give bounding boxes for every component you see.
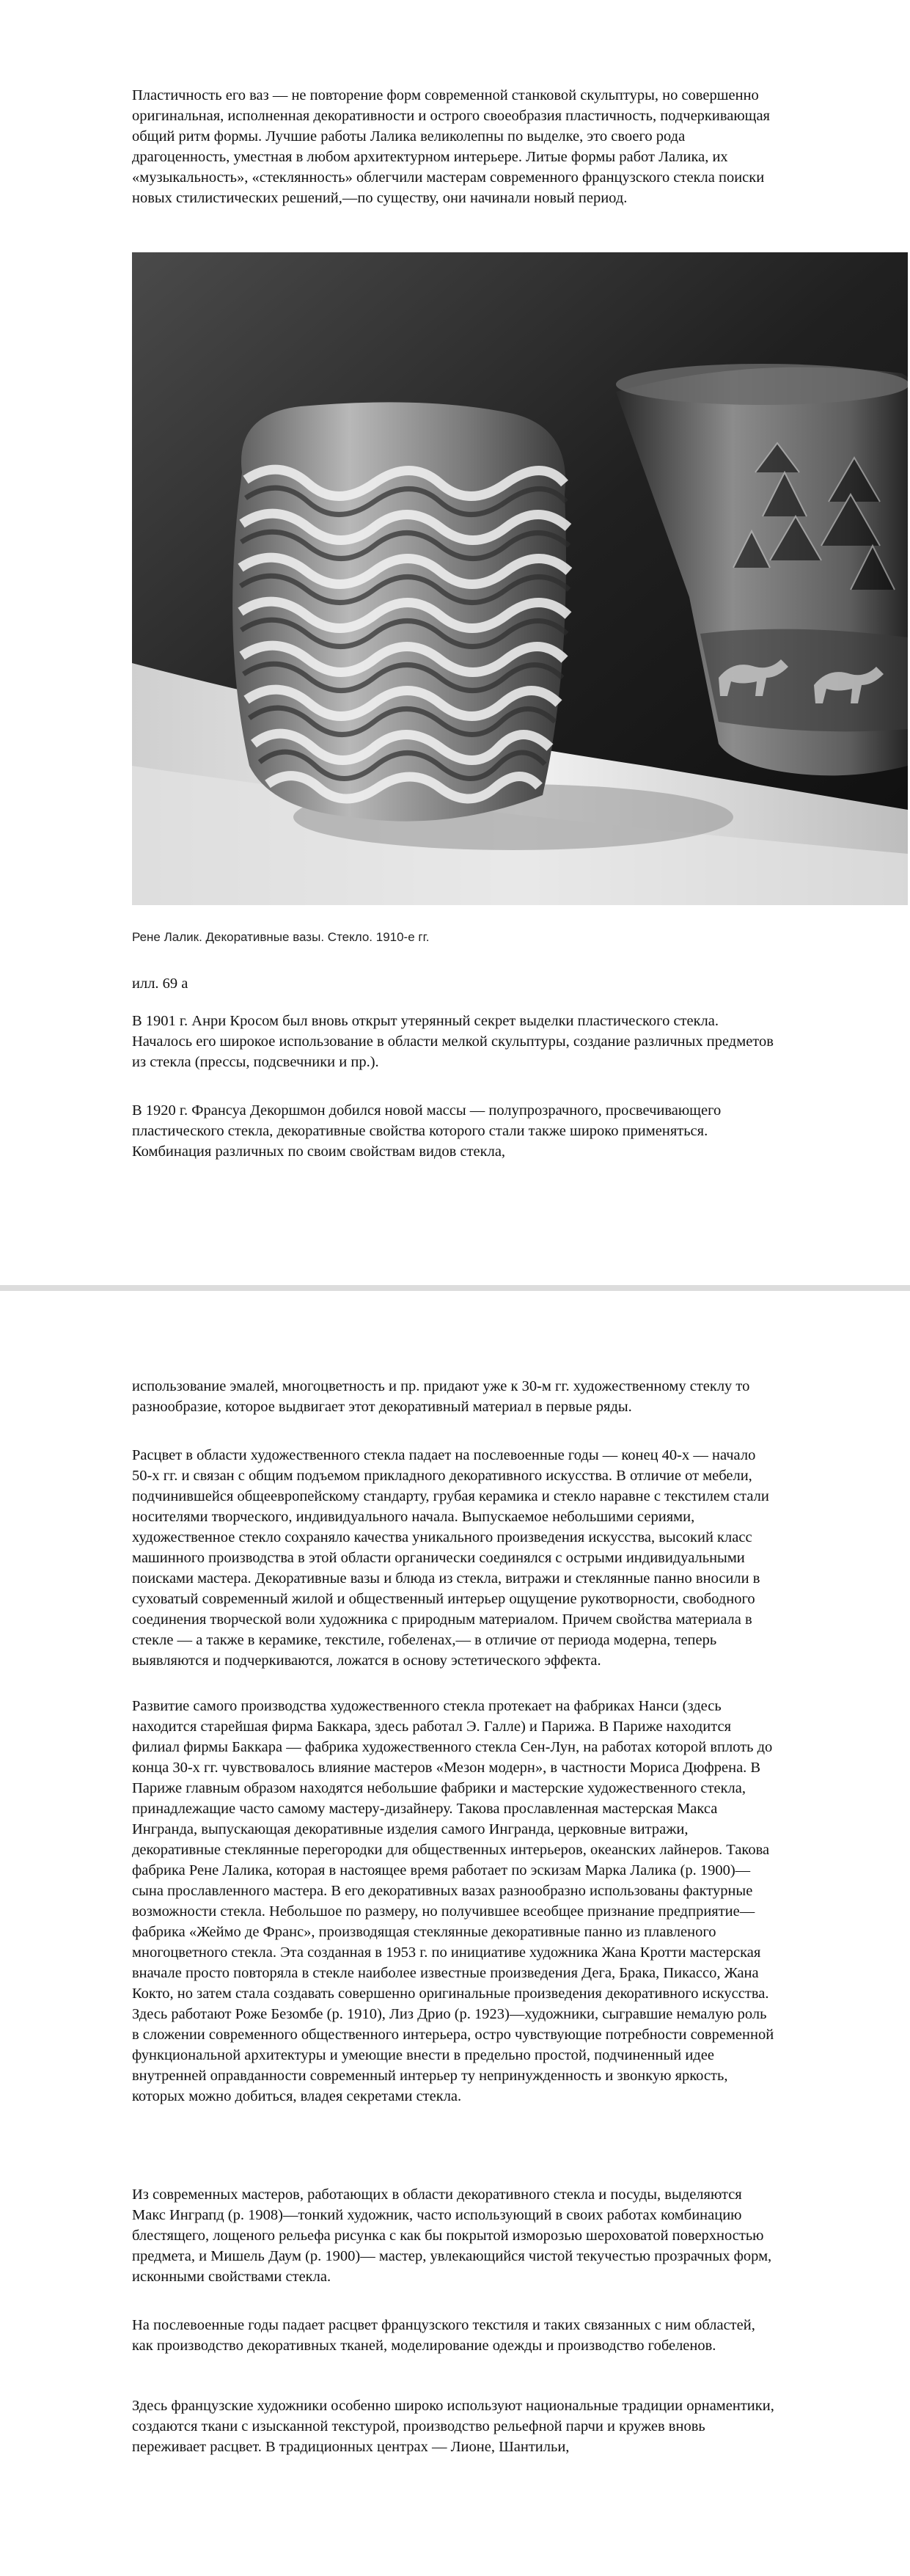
document-page-2 (0, 1291, 910, 2576)
paragraph-contemporary-masters: Из современных мастеров, работающих в области декоративного стекла и посуды, выделяются Макс Инграпд (р. 1908)—тонкий художник, часто использующий в своих работах комбинацию блестящего, лощеного рельефа рисунка с как бы покрытой изморозью шероховатой поверхностью предмета, и Мишель Даум (р. 1900)— мастер, увлекающийся чистой текучестью прозрачных форм, исконными свойствами стекла. (132, 2187, 772, 2285)
paragraph-postwar-glass: Расцвет в области художественного стекла падает на послевоенные годы — конец 40-х — начало 50-х гг. и связан с общим подъемом прикладного декоративного искусства. В отличие от мебели, подчинившейся общеевропейскому стандарту, грубая керамика и стекло наравне с текстилем стали носителями творческого, индивидуального начала. Выпускаемое небольшими сериями, художественное стекло сохраняло качества уникального произведения искусства, высокий класс машинного производства в этой области органически соединялся с острыми индивидуальными поисками мастера. Декоративные вазы и блюда из стекла, витражи и стеклянные панно вносили в суховатый современный жилой и общественный интерьер ощущение рукотворности, свободного соединения творческой воли художника с природным материалом. Причем свойства материала в стекле — а также в керамике, текстиле, гобеленах,— в отличие от периода модерна, теперь выявляются и подчеркиваются, ложатся в основу эстетического эффекта. (132, 1447, 769, 1669)
paragraph-traditions: Здесь французские художники особенно широко используют национальные традиции орнаментики, создаются ткани с изысканной текстурой, производство рельефной парчи и кружев вновь переживает расцвет. В традиционных центрах — Лионе, Шантильи, (132, 2398, 774, 2455)
paragraph-decorchemont-1920: В 1920 г. Франсуа Декоршмон добился новой массы — полупрозрачного, просвечивающего пластического стекла, декоративные свойства которого стали также широко применяться. Комбинация различных по своим свойствам видов стекла, (132, 1102, 722, 1160)
vases-photograph (132, 252, 908, 905)
figure-caption: Рене Лалик. Декоративные вазы. Стекло. 1910-е гг. (132, 930, 430, 944)
paragraph-lalique-plasticity: Пластичность его ваз — не повторение форм современной станковой скульптуры, но совершенно оригинальная, исполненная декоративности и острого своеобразия пластичность, подчеркивающая общий ритм формы. Лучшие работы Лалика великолепны по выделке, это своего рода драгоценность, уместная в любом архитектурном интерьере. Литые формы работ Лалика, их «музыкальность», «стеклянность» облегчили мастерам современного французского стекла поиски новых стилистических решений,—по существу, они начинали новый период. (132, 87, 770, 206)
paragraph-cros-1901: В 1901 г. Анри Кросом был вновь открыт утерянный секрет выделки пластического стекла. Началось его широкое использование в области мелкой скульптуры, создание различных предметов из стекла (прессы, подсвечники и пр.). (132, 1013, 774, 1070)
paragraph-enamels: использование эмалей, многоцветность и пр. придают уже к 30-м гг. художественному стеклу то разнообразие, которое выдвигает этот декоративный материал в первые ряды. (132, 1378, 750, 1415)
illustration-number: илл. 69 а (132, 976, 188, 992)
document-page-1 (0, 0, 910, 1285)
paragraph-textile: На послевоенные годы падает расцвет французского текстиля и таких связанных с ним областей, как производство декоративных тканей, моделирование одежды и производство гобеленов. (132, 2317, 755, 2354)
paragraph-production: Развитие самого производства художественного стекла протекает на фабриках Нанси (здесь находится старейшая фирма Баккара, здесь работал Э. Галле) и Парижа. В Париже находится филиал фирмы Баккара — фабрика художественного стекла Сен-Лун, на работах которой вплоть до конца 30-х гг. чувствовалось влияние мастеров «Мезон модерн», в частности Мориса Дюфрена. В Париже главным образом находятся небольшие фабрики и мастерские художественного стекла, принадлежащие часто самому мастеру-дизайнеру. Такова прославленная мастерская Макса Ингранда, выпускающая декоративные изделия самого Ингранда, церковные витражи, декоративные стеклянные перегородки для общественных интерьеров, океанских лайнеров. Такова фабрика Рене Лалика, которая в настоящее время работает по эскизам Марка Лалика (р. 1900)— сына прославленного мастера. В его декоративных вазах разнообразно использованы фактурные возможности стекла. Небольшое по размеру, но получившее всеобщее признание предприятие— фабрика «Жеймо де Франс», производящая стеклянные декоративные панно из плавленого многоцветного стекла. Эта созданная в 1953 г. по инициативе художника Жана Кротти мастерская вначале просто повторяла в стекле наиболее известные произведения Дега, Брака, Пикассо, Жана Кокто, но затем стала создавать совершенно оригинальные произведения декоративного искусства. Здесь работают Роже Безомбе (р. 1910), Лиз Дрио (р. 1923)—художники, сыгравшие немалую роль в сложении современного общественного интерьера, остро чувствующие потребности современной функциональной архитектуры и умеющие внести в предельно простой, подчиненный идее внутренней оправданности современный интерьер ту непринужденность и звонкую яркость, которых можно добиться, владея секретами стекла. (132, 1698, 774, 2104)
